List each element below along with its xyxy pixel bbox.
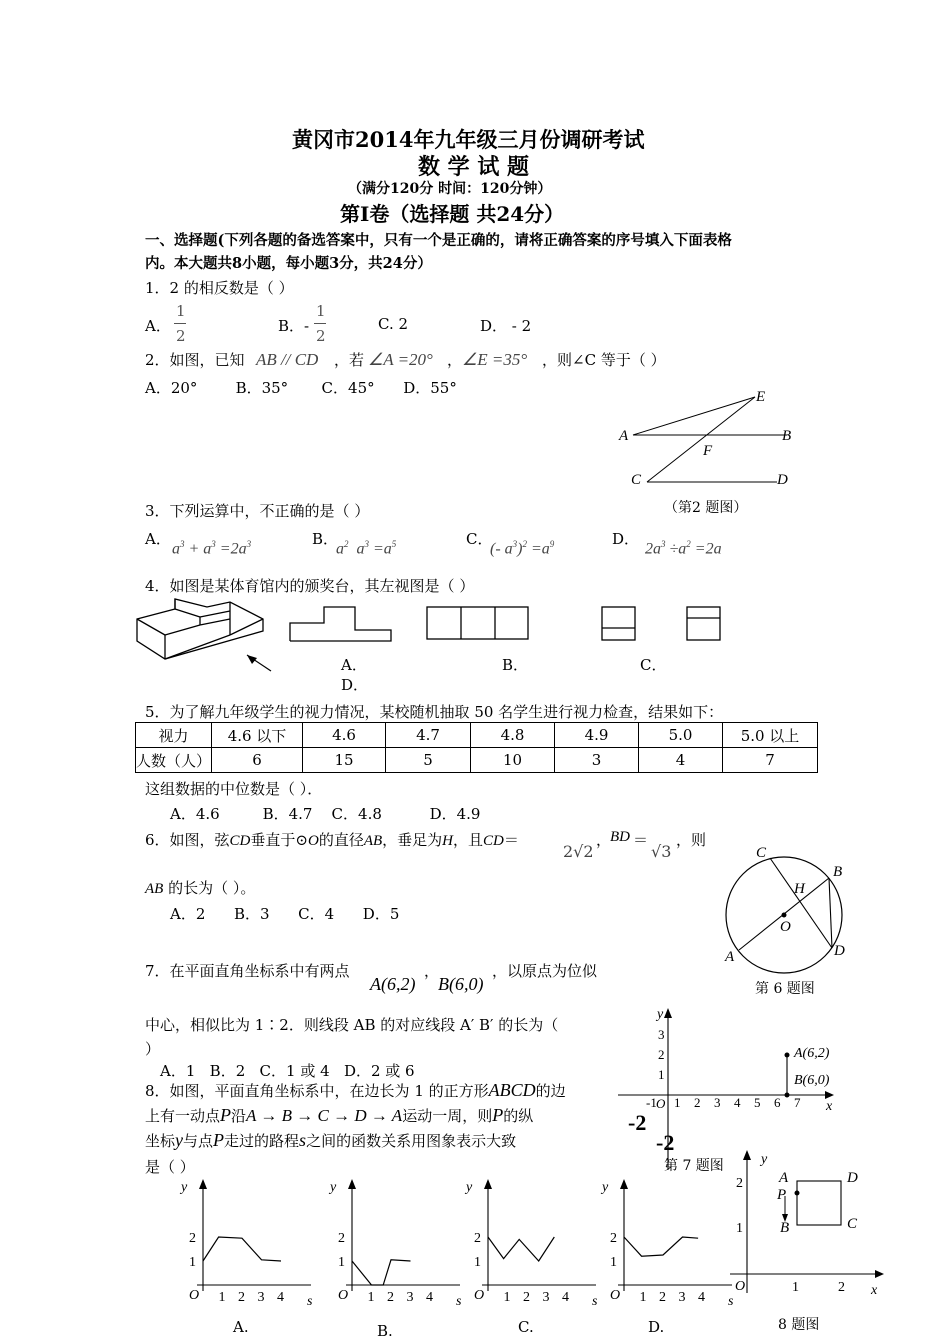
table-cell: 4 bbox=[639, 748, 723, 773]
q8-text: 运动一周，则 bbox=[402, 1107, 493, 1125]
table-cell: 人数（人） bbox=[136, 748, 212, 773]
svg-text:y: y bbox=[657, 1007, 664, 1022]
q6-text: ＝ bbox=[503, 831, 519, 849]
q6-text: 6．如图，弦 bbox=[145, 831, 230, 849]
origin-label: O bbox=[338, 1288, 349, 1303]
q4-option-d-shape bbox=[686, 606, 722, 641]
q8-text: 8．如图，平面直角坐标系中，在边长为 1 的正方形 bbox=[145, 1082, 489, 1100]
q7-figure-label-b: B(6,0) bbox=[794, 1073, 830, 1088]
y-arrow bbox=[484, 1179, 492, 1189]
origin-label: O bbox=[474, 1288, 485, 1303]
tick-label: 1 bbox=[338, 1255, 345, 1270]
table-cell: 4.9 bbox=[555, 723, 639, 748]
q8-abcd: ABCD bbox=[488, 1080, 536, 1100]
q3-option-d-label: D． bbox=[612, 530, 640, 548]
q8-s: s bbox=[299, 1130, 307, 1150]
table-cell: 4.8 bbox=[471, 723, 555, 748]
y-arrow bbox=[348, 1179, 356, 1189]
q8-graph-a bbox=[175, 1175, 320, 1309]
y-arrow bbox=[620, 1179, 628, 1189]
q8-text: 坐标 bbox=[145, 1132, 176, 1150]
q6-bd: BD bbox=[610, 829, 630, 845]
svg-text:B: B bbox=[780, 1220, 790, 1236]
tick-label: 1 bbox=[610, 1255, 617, 1270]
q6-stem bbox=[145, 829, 519, 850]
svg-text:A: A bbox=[779, 1170, 789, 1186]
graph-curve bbox=[203, 1237, 281, 1261]
tick-label: 4 bbox=[698, 1290, 705, 1305]
table-cell: 视力 bbox=[136, 723, 212, 748]
q1-stem: 1．2 的相反数是（ ） bbox=[145, 279, 294, 297]
svg-text:7: 7 bbox=[794, 1095, 801, 1110]
q8-option-a: A. bbox=[233, 1318, 249, 1336]
q4-option-b: B． bbox=[502, 656, 529, 674]
q1-frac-a-num: 1 bbox=[176, 302, 186, 320]
q4-option-c-shape bbox=[601, 606, 637, 641]
table-cell: 10 bbox=[471, 748, 555, 773]
svg-text:2: 2 bbox=[838, 1280, 845, 1295]
q8-path: A → B → C → D → A bbox=[246, 1106, 403, 1125]
q7-line3: ） bbox=[145, 1040, 161, 1058]
q5-vision-table bbox=[135, 722, 818, 773]
q1-option-d: D． - 2 bbox=[480, 317, 532, 335]
tick-label: 3 bbox=[678, 1290, 686, 1305]
table-cell: 5.0 bbox=[639, 723, 723, 748]
table-cell: 4.7 bbox=[386, 723, 471, 748]
q7-options: A．1 B．2 C．1 或 4 D．2 或 6 bbox=[160, 1062, 415, 1080]
q6-eq2: ＝ bbox=[633, 831, 649, 849]
table-cell: 4.6 bbox=[303, 723, 386, 748]
q8-text: 之间的函数关系用图象表示大致 bbox=[306, 1132, 517, 1150]
q6-end: ，则 bbox=[676, 831, 707, 849]
q6-comma: ， bbox=[596, 831, 612, 849]
tick-label: 4 bbox=[562, 1290, 569, 1305]
q8-line1 bbox=[145, 1080, 566, 1101]
graph-curve bbox=[352, 1260, 411, 1285]
tick-label: 1 bbox=[503, 1290, 511, 1305]
q1-frac-b-bar bbox=[314, 323, 326, 324]
q8-text: 的纵 bbox=[503, 1107, 534, 1125]
q7-comma: ， bbox=[424, 962, 440, 980]
s-label: s bbox=[592, 1294, 598, 1309]
q2-expr-angle-a: ∠A =20° bbox=[368, 350, 433, 369]
svg-text:-1: -1 bbox=[646, 1095, 657, 1110]
q2-caption: （第2 题图） bbox=[664, 500, 748, 516]
tick-label: 2 bbox=[238, 1290, 245, 1305]
q8-graph-c bbox=[460, 1175, 605, 1309]
q1-option-c: C. 2 bbox=[378, 315, 409, 333]
graph-curve bbox=[624, 1237, 698, 1256]
score-time: （满分120分 时间：120分钟） bbox=[348, 181, 552, 197]
q6-text: ，垂足为 bbox=[382, 831, 443, 849]
origin-label: O bbox=[610, 1288, 621, 1303]
svg-text:-2: -2 bbox=[656, 1130, 675, 1155]
table-cell: 4.6 以下 bbox=[212, 723, 303, 748]
q6-line2 bbox=[145, 877, 255, 898]
q4-option-b-shape bbox=[426, 606, 530, 640]
volume-heading: 第Ⅰ卷（选择题 共24分） bbox=[340, 202, 565, 226]
instructions-line2: 内。本大题共8小题，每小题3分，共24分） bbox=[145, 255, 432, 272]
q1-frac-b-den: 2 bbox=[316, 327, 326, 345]
tick-label: 4 bbox=[426, 1290, 433, 1305]
q8-y: y bbox=[175, 1130, 184, 1150]
tick-label: 3 bbox=[406, 1290, 414, 1305]
s-label: s bbox=[307, 1294, 313, 1309]
q7-point-b: B(6,0) bbox=[438, 974, 484, 994]
svg-text:x: x bbox=[871, 1283, 878, 1298]
tick-label: 2 bbox=[189, 1231, 196, 1246]
svg-text:1: 1 bbox=[674, 1095, 681, 1110]
q8-text: 的边 bbox=[535, 1082, 566, 1100]
q1-option-a: A． bbox=[145, 317, 171, 335]
table-cell: 3 bbox=[555, 748, 639, 773]
q2-options: A．20° B．35° C．45° D．55° bbox=[145, 379, 457, 397]
q6-cd2: CD bbox=[483, 833, 504, 849]
q8-text: 与点 bbox=[183, 1132, 214, 1150]
q2-label-f: F bbox=[703, 443, 713, 459]
table-cell: 6 bbox=[212, 748, 303, 773]
svg-text:2: 2 bbox=[658, 1047, 665, 1062]
q6-options: A．2 B．3 C．4 D．5 bbox=[170, 905, 400, 923]
q6-label-b: B bbox=[833, 864, 843, 880]
svg-text:O: O bbox=[735, 1279, 746, 1294]
instructions-line1: 一、选择题(下列各题的备选答案中，只有一个是正确的，请将正确答案的序号填入下面表格 bbox=[145, 232, 732, 249]
q8-text: 沿 bbox=[231, 1107, 247, 1125]
q3-option-d-expr: $2a^3 \div a^2 =2a$ bbox=[645, 539, 722, 558]
q4-option-a: A． bbox=[341, 656, 367, 674]
q7-stem-pre: 7．在平面直角坐标系中有两点 bbox=[145, 962, 350, 980]
q3-option-b-expr: $a^2$ $a^3 =a^5$ bbox=[336, 539, 397, 558]
q6-cd: CD bbox=[229, 833, 251, 849]
q6-ab2: AB bbox=[145, 881, 164, 897]
q8-p2: P bbox=[492, 1105, 504, 1125]
tick-label: 2 bbox=[387, 1290, 394, 1305]
tick-label: 3 bbox=[542, 1290, 550, 1305]
q8-graph-b bbox=[324, 1175, 469, 1309]
q4-podium-figure bbox=[135, 597, 275, 672]
y-label: y bbox=[181, 1180, 188, 1195]
q8-p3: P bbox=[213, 1130, 225, 1150]
svg-text:x: x bbox=[826, 1099, 833, 1114]
svg-text:2: 2 bbox=[694, 1095, 701, 1110]
q1-option-b: B．- bbox=[278, 317, 310, 335]
q7-figure-label-a: A(6,2) bbox=[794, 1046, 830, 1061]
graph-curve bbox=[488, 1237, 554, 1261]
q6-circle-figure bbox=[718, 843, 858, 973]
tick-label: 1 bbox=[474, 1255, 481, 1270]
exam-title: 黄冈市2014年九年级三月份调研考试 bbox=[292, 127, 645, 152]
tick-label: 4 bbox=[277, 1290, 284, 1305]
tick-label: 3 bbox=[257, 1290, 265, 1305]
tick-label: 2 bbox=[610, 1231, 617, 1246]
q8-graph-d bbox=[596, 1175, 741, 1309]
q5-table-header-row bbox=[136, 723, 818, 748]
y-arrow bbox=[199, 1179, 207, 1189]
q4-option-a-shape bbox=[289, 606, 395, 642]
svg-text:1: 1 bbox=[736, 1221, 743, 1236]
q8-option-d: D. bbox=[648, 1318, 665, 1336]
q8-text: 上有一动点 bbox=[145, 1107, 221, 1125]
q2-label-b: B bbox=[782, 428, 792, 444]
svg-text:4: 4 bbox=[734, 1095, 741, 1110]
q3-stem: 3．下列运算中，不正确的是（ ） bbox=[145, 502, 370, 520]
q2-expr-angle-e: ∠E =35° bbox=[462, 350, 528, 369]
tick-label: 2 bbox=[338, 1231, 345, 1246]
svg-text:5: 5 bbox=[754, 1095, 761, 1110]
q2-expr-parallel: AB // CD bbox=[256, 350, 319, 369]
svg-text:C: C bbox=[847, 1216, 858, 1232]
q8-line2 bbox=[145, 1105, 533, 1126]
q5-options: A．4.6 B．4.7 C．4.8 D．4.9 bbox=[170, 805, 481, 823]
q8-line4: 是（ ） bbox=[145, 1158, 195, 1176]
q6-label-h: H bbox=[794, 881, 805, 897]
q8-option-b: B. bbox=[377, 1322, 393, 1340]
q6-value-bd: √3 bbox=[651, 842, 672, 861]
svg-text:-2: -2 bbox=[628, 1110, 647, 1135]
table-cell: 5.0 以上 bbox=[723, 723, 818, 748]
q3-option-a-expr: $a^3 + a^3 =2a^3$ bbox=[172, 539, 252, 558]
q6-caption: 第 6 题图 bbox=[755, 981, 815, 997]
table-cell: 7 bbox=[723, 748, 818, 773]
q7-line2: 中心，相似比为 1∶2．则线段 AB 的对应线段 A′ B′ 的长为（ bbox=[145, 1016, 559, 1034]
q2-sep1: ，若 bbox=[334, 351, 365, 369]
svg-text:2: 2 bbox=[736, 1176, 743, 1191]
q1-frac-a-bar bbox=[174, 323, 186, 324]
q6-label-c: C bbox=[756, 845, 767, 861]
svg-text:3: 3 bbox=[658, 1027, 665, 1042]
q2-sep2: ， bbox=[447, 351, 463, 369]
q8-line3 bbox=[145, 1130, 516, 1151]
origin-label: O bbox=[189, 1288, 200, 1303]
q6-o: O bbox=[307, 833, 319, 849]
q8-caption: 8 题图 bbox=[778, 1317, 820, 1333]
svg-text:D: D bbox=[847, 1170, 858, 1186]
y-label: y bbox=[602, 1180, 609, 1195]
table-cell: 5 bbox=[386, 748, 471, 773]
q5-question: 这组数据的中位数是（ ）． bbox=[145, 780, 323, 798]
q3-option-b-label: B． bbox=[312, 530, 339, 548]
q4-option-d: D． bbox=[341, 676, 369, 694]
svg-text:P: P bbox=[777, 1187, 787, 1203]
q6-text: 的直径 bbox=[318, 831, 364, 849]
svg-text:1: 1 bbox=[658, 1067, 665, 1082]
q5-stem: 5．为了解九年级学生的视力情况，某校随机抽取 50 名学生进行视力检查，结果如下： bbox=[145, 703, 724, 721]
q6-label-o: O bbox=[780, 919, 791, 935]
q8-text: 走过的路程 bbox=[224, 1132, 300, 1150]
tick-label: 1 bbox=[639, 1290, 647, 1305]
q8-p: P bbox=[220, 1105, 232, 1125]
q6-text: 垂直于⊙ bbox=[250, 831, 308, 849]
q3-option-a-label: A． bbox=[145, 530, 171, 548]
svg-text:O: O bbox=[656, 1096, 666, 1111]
q2-label-d: D bbox=[777, 472, 788, 488]
svg-text:6: 6 bbox=[774, 1095, 781, 1110]
q2-stem-pre: 2．如图，已知 bbox=[145, 351, 245, 369]
q1-frac-a-den: 2 bbox=[176, 327, 186, 345]
q7-stem-post: ，以原点为位似 bbox=[492, 962, 598, 980]
s-label: s bbox=[456, 1294, 462, 1309]
svg-text:3: 3 bbox=[714, 1095, 721, 1110]
q6-h: H bbox=[442, 833, 454, 849]
q2-figure bbox=[615, 385, 815, 490]
q5-table-data-row bbox=[136, 748, 818, 773]
q6-text: ，且 bbox=[453, 831, 484, 849]
svg-text:y: y bbox=[761, 1152, 768, 1167]
exam-subject: 数 学 试 题 bbox=[418, 154, 529, 180]
tick-label: 1 bbox=[367, 1290, 375, 1305]
q3-option-c-expr: (- $a^3)^2 =a^9$ bbox=[490, 539, 555, 558]
table-cell: 15 bbox=[303, 748, 386, 773]
tick-label: 2 bbox=[474, 1231, 481, 1246]
y-label: y bbox=[466, 1180, 473, 1195]
q3-option-c-label: C． bbox=[466, 530, 493, 548]
tick-label: 2 bbox=[659, 1290, 666, 1305]
q7-caption: 第 7 题图 bbox=[664, 1158, 724, 1174]
q6-label-d: D bbox=[834, 943, 845, 959]
q2-label-a: A bbox=[619, 428, 629, 444]
q4-stem: 4．如图是某体育馆内的颁奖台，其左视图是（ ） bbox=[145, 577, 475, 595]
q6-ab: AB bbox=[363, 833, 383, 849]
q6-value-cd: 2√2 bbox=[563, 842, 594, 861]
tick-label: 1 bbox=[218, 1290, 226, 1305]
tick-label: 2 bbox=[523, 1290, 530, 1305]
svg-text:1: 1 bbox=[792, 1280, 799, 1295]
q4-option-c: C． bbox=[640, 656, 667, 674]
q2-label-c: C bbox=[631, 472, 642, 488]
s-label: s bbox=[728, 1294, 734, 1309]
q7-point-a: A(6,2) bbox=[370, 974, 416, 994]
q8-option-c: C. bbox=[518, 1318, 534, 1336]
tick-label: 1 bbox=[189, 1255, 196, 1270]
q2-stem-post: ，则∠C 等于（ ） bbox=[542, 351, 666, 369]
y-label: y bbox=[330, 1180, 337, 1195]
q2-label-e: E bbox=[756, 389, 766, 405]
q6-text: 的长为（ ）。 bbox=[163, 879, 256, 897]
q6-label-a: A bbox=[725, 949, 735, 965]
q1-frac-b-num: 1 bbox=[316, 302, 326, 320]
q8-square-figure bbox=[725, 1148, 885, 1298]
